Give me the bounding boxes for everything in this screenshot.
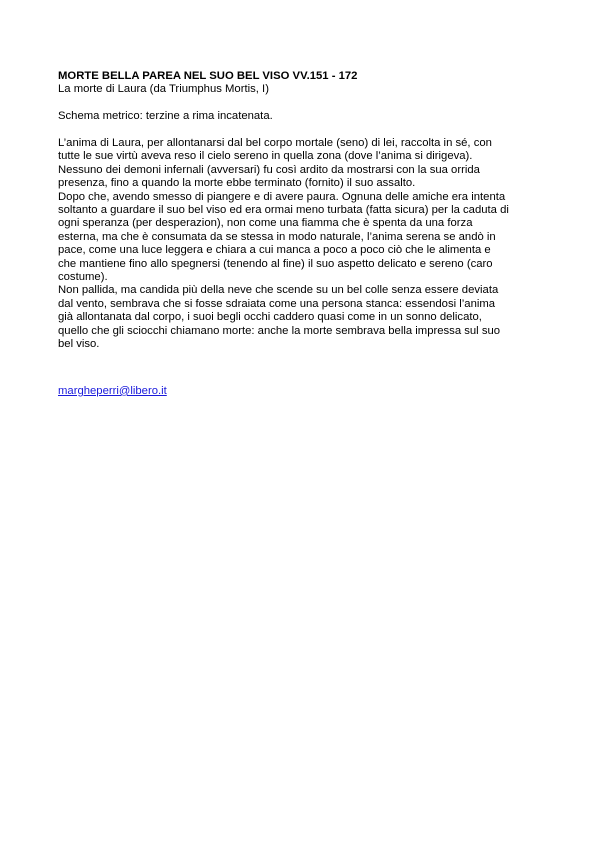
text-line: costume). xyxy=(58,271,108,284)
commentary-text xyxy=(58,137,548,352)
email-link[interactable]: margheperri@libero.it xyxy=(58,384,167,397)
document-title: MORTE BELLA PAREA NEL SUO BEL VISO VV.151 - 172 xyxy=(58,70,358,82)
document-subtitle: La morte di Laura (da Triumphus Mortis, I) xyxy=(58,83,269,96)
document-page xyxy=(58,70,548,398)
text-line: tutte le sue virtù aveva reso il cielo sereno in quella zona (dove l’anima si dirigeva). xyxy=(58,150,473,163)
text-line: esterna, ma che è consumata da se stessa in modo naturale, l’anima serena se andò in xyxy=(58,230,496,243)
text-line: ogni speranza (per desperazion), non come una fiamma che è spenta da una forza xyxy=(58,217,473,230)
metric-schema: Schema metrico: terzine a rima incatenata. xyxy=(58,110,273,123)
text-line: già allontanata dal corpo, i suoi begli occhi caddero quasi come in un sonno delicato, xyxy=(58,311,482,324)
text-line: Nessuno dei demoni infernali (avversari) fu così ardito da mostrarsi con la sua orrida xyxy=(58,163,480,176)
text-line: L’anima di Laura, per allontanarsi dal bel corpo mortale (seno) di lei, raccolta in sé, con xyxy=(58,137,492,149)
text-line: Dopo che, avendo smesso di piangere e di avere paura. Ognuna delle amiche era intenta xyxy=(58,190,506,203)
text-line: Non pallida, ma candida più della neve che scende su un bel colle senza essere deviata xyxy=(58,284,499,297)
text-line: che mantiene fino allo spegnersi (tenendo al fine) il suo aspetto delicato e sereno (caro xyxy=(58,257,493,270)
spacer xyxy=(58,352,548,365)
text-line: soltanto a guardare il suo bel viso ed era ormai meno turbata (fatta sicura) per la caduta di xyxy=(58,204,509,217)
text-line: presenza, fino a quando la morte ebbe terminato (fornito) il suo assalto. xyxy=(58,177,416,190)
spacer xyxy=(58,124,548,137)
text-line: pace, come una luce leggera e chiara a cui manca a poco a poco ciò che le alimenta e xyxy=(58,244,491,257)
text-line: bel viso. xyxy=(58,338,100,351)
spacer xyxy=(58,97,548,110)
spacer xyxy=(58,365,548,385)
text-line: dal vento, sembrava che si fosse sdraiata come una persona stanca: essendosi l’anima xyxy=(58,297,496,310)
text-line: quello che gli sciocchi chiamano morte: anche la morte sembrava bella impressa sul suo xyxy=(58,324,501,337)
